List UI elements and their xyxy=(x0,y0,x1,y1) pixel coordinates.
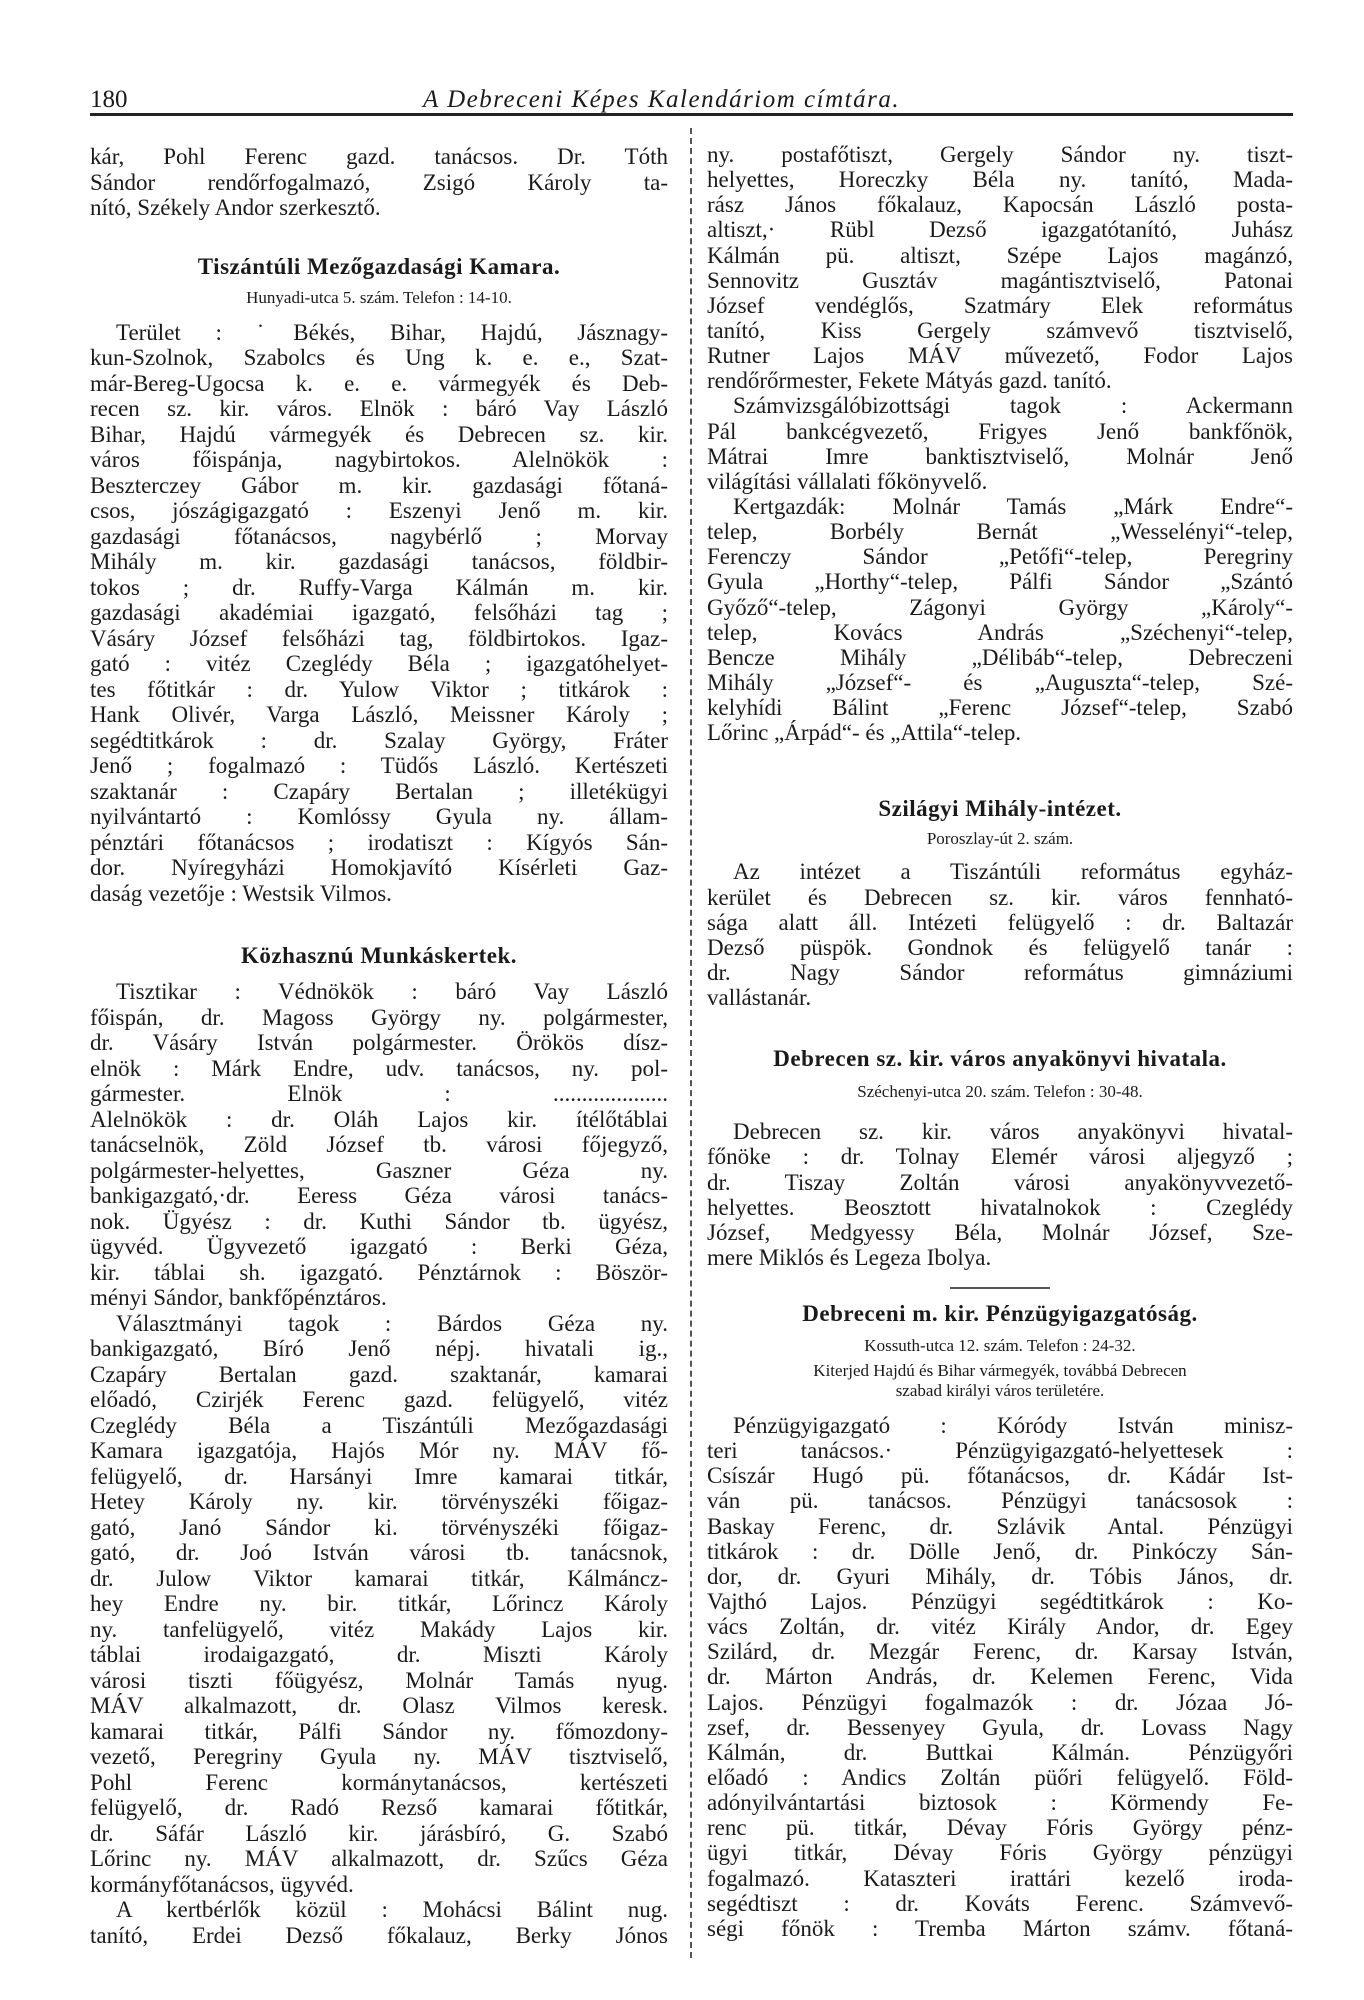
paragraph xyxy=(707,1119,1293,1270)
text-line: dr. Sáfár László kir. járásbíró, G. Szabó xyxy=(90,1820,668,1846)
paragraph xyxy=(707,1413,1293,1941)
text-line: Sándor rendőrfogalmazó, Zsigó Károly ta- xyxy=(90,169,668,195)
text-line: vallástanár. xyxy=(707,985,812,1011)
note-line: Kiterjed Hajdú és Bihar vármegyék, továbbá Debrecen xyxy=(813,1361,1187,1381)
text-line: segédtiszt : dr. Kováts Ferenc. Számvevő- xyxy=(707,1890,1293,1916)
text-line: kir. táblai sh. igazgató. Pénztárnok : Böször- xyxy=(90,1259,668,1285)
text-line: kelyhídi Bálint „Ferenc József“-telep, Szabó xyxy=(707,695,1293,721)
text-line: gató, dr. Joó István városi tb. tanácsnok, xyxy=(90,1540,668,1565)
text-block xyxy=(707,1119,1293,1270)
text-line: felügyelő, dr. Radó Rezső kamarai főtitkár, xyxy=(90,1795,668,1820)
text-block xyxy=(90,144,668,221)
text-line: előadó, Czirjék Ferenc gazd. felügyelő, vitéz xyxy=(90,1387,668,1412)
text-line: Hank Olivér, Varga László, Meissner Károly ; xyxy=(90,702,668,727)
text-line: fogalmazó. Kataszteri irattári kezelő iroda- xyxy=(707,1865,1293,1891)
text-line: ny. tanfelügyelő, vitéz Makády Lajos kir. xyxy=(90,1616,668,1642)
section-heading: Debreceni m. kir. Pénzügyigazgatóság. xyxy=(802,1301,1198,1327)
text-line: sága alatt áll. Intézeti felügyelő : dr. Baltazár xyxy=(707,909,1293,935)
text-line: szaktanár : Czapáry Bertalan ; illetékügyi xyxy=(90,778,668,804)
text-line: város főispánja, nagybirtokos. Alelnökök : xyxy=(90,447,668,472)
text-line: Pohl Ferenc kormánytanácsos, kertészeti xyxy=(90,1769,668,1795)
text-line: dr. Vásáry István polgármester. Örökös dísz- xyxy=(90,1030,668,1055)
section-address: Széchenyi-utca 20. szám. Telefon : 30-48. xyxy=(857,1082,1143,1102)
section-heading: Közhasznú Munkáskertek. xyxy=(240,943,518,968)
text-line: Szilárd, dr. Mezgár Ferenc, dr. Karsay István, xyxy=(707,1639,1293,1665)
text-line: nító, Székely Andor szerkesztő. xyxy=(90,195,381,220)
text-line: gató : vitéz Czeglédy Béla ; igazgatóhelyet- xyxy=(90,651,668,676)
text-line: városi tiszti főügyész, Molnár Tamás nyug. xyxy=(90,1667,668,1693)
text-block xyxy=(90,320,668,907)
text-line: Csíszár Hugó pü. főtanácsos, dr. Kádár Ist- xyxy=(707,1463,1293,1489)
paragraph xyxy=(90,1311,668,1898)
text-block xyxy=(707,859,1293,1010)
text-line: tes főtitkár : dr. Yulow Viktor ; titkárok : xyxy=(90,676,668,702)
text-line: segédtitkárok : dr. Szalay György, Fráter xyxy=(90,727,668,753)
text-line: Lajos. Pénzügyi fogalmazók : dr. Józaa Jó- xyxy=(707,1689,1293,1715)
text-line: ményi Sándor, bankfőpénztáros. xyxy=(90,1285,387,1310)
text-line: József, Medgyessy Béla, Molnár József, Sze- xyxy=(707,1219,1293,1245)
text-line: vács Zoltán, dr. vitéz Király Andor, dr. Egey xyxy=(707,1614,1293,1640)
text-line: nyilvántartó : Komlóssy Gyula ny. állam- xyxy=(90,804,668,829)
text-line: ván pü. tanácsos. Pénzügyi tanácsosok : xyxy=(707,1488,1293,1514)
paragraph xyxy=(90,320,668,907)
paragraph xyxy=(90,1897,668,1948)
text-line: Gyula „Horthy“-telep, Pálfi Sándor „Szántó xyxy=(707,569,1293,595)
text-line: elnök : Márk Endre, udv. tanácsos, ny. pol- xyxy=(90,1055,668,1081)
text-line: gató, Janó Sándor ki. törvényszéki főigaz- xyxy=(90,1514,668,1540)
text-line: renc pü. titkár, Dévay Fóris György pénz- xyxy=(707,1815,1293,1841)
section-heading: Tiszántúli Mezőgazdasági Kamara. xyxy=(197,253,561,279)
text-line: kamarai titkár, Pálfi Sándor ny. főmozdony- xyxy=(90,1718,668,1744)
text-line: táblai irodaigazgató, dr. Miszti Károly xyxy=(90,1642,668,1667)
text-line: Mihály m. kir. gazdasági tanácsos, földbir- xyxy=(90,549,668,574)
text-line: daság vezetője : Westsik Vilmos. xyxy=(90,880,392,906)
text-line: csos, jószágigazgató : Eszenyi Jenő m. kir. xyxy=(90,498,668,523)
text-line: Pál bankcégvezető, Frigyes Jenő bankfőnök, xyxy=(707,418,1293,444)
text-line: zsef, dr. Bessenyey Gyula, dr. Lovass Nagy xyxy=(707,1714,1293,1740)
text-line: mere Miklós és Legeza Ibolya. xyxy=(707,1244,992,1270)
text-line: dor. Nyíregyházi Homokjavító Kísérleti Gaz- xyxy=(90,855,668,880)
text-line: rendőrőrmester, Fekete Mátyás gazd. tanító. xyxy=(707,368,1112,394)
text-line: ügyi titkár, Dévay Fóris György pénzügyi xyxy=(707,1840,1293,1866)
text-line: József vendéglős, Szatmáry Elek református xyxy=(707,292,1293,318)
text-line: vezető, Peregriny Gyula ny. MÁV tisztviselő, xyxy=(90,1744,668,1769)
section-heading: Szilágyi Mihály-intézet. xyxy=(878,796,1122,822)
section-address: Poroszlay-út 2. szám. xyxy=(926,829,1074,849)
text-line: Kamara igazgatója, Hajós Mór ny. MÁV fő- xyxy=(90,1438,668,1463)
text-line: bankigazgató, Bíró Jenő népj. hivatali ig., xyxy=(90,1336,668,1361)
text-line: Vajthó Lajos. Pénzügyi segédtitkárok : Ko- xyxy=(707,1589,1293,1615)
text-line: teri tanácsos.· Pénzügyigazgató-helyettesek : xyxy=(707,1438,1293,1464)
paragraph xyxy=(707,142,1293,393)
text-line: ségi főnök : Tremba Márton számv. főtaná- xyxy=(707,1915,1293,1941)
text-line: telep, Kovács András „Széchenyi“-telep, xyxy=(707,619,1293,645)
text-line: Rutner Lajos MÁV művezető, Fodor Lajos xyxy=(707,343,1293,369)
paragraph xyxy=(90,979,668,1311)
text-line: Kálmán, dr. Buttkai Kálmán. Pénzügyőri xyxy=(707,1739,1293,1765)
text-line: Debrecen sz. kir. város anyakönyvi hivatal- xyxy=(733,1119,1293,1145)
text-line: már-Bereg-Ugocsa k. e. e. vármegyék és Deb- xyxy=(90,370,668,396)
text-line: rász János főkalauz, Kapocsán László posta- xyxy=(707,192,1293,218)
text-line: Tisztikar : Védnökök : báró Vay László xyxy=(116,979,668,1004)
text-line: hey Endre ny. bir. titkár, Lőrincz Károly xyxy=(90,1591,668,1616)
text-line: telep, Borbély Bernát „Wesselényi“-telep, xyxy=(707,519,1293,545)
text-line: Kálmán pü. altiszt, Szépe Lajos magánzó, xyxy=(707,242,1293,268)
text-line: recen sz. kir. város. Elnök : báró Vay László xyxy=(90,396,668,421)
text-line: Czeglédy Béla a Tiszántúli Mezőgazdasági xyxy=(90,1412,668,1438)
paragraph xyxy=(707,393,1293,494)
text-line: dr. Tiszay Zoltán városi anyakönyvvezető- xyxy=(707,1169,1293,1195)
text-line: dr. Márton András, dr. Kelemen Ferenc, Vida xyxy=(707,1664,1293,1690)
text-line: A kertbérlők közül : Mohácsi Bálint nug. xyxy=(116,1897,668,1922)
text-line: Az intézet a Tiszántúli református egyház- xyxy=(733,859,1293,885)
note-line: szabad királyi város területére. xyxy=(895,1381,1105,1401)
text-line: titkárok : dr. Dölle Jenő, dr. Pinkóczy Sán- xyxy=(707,1538,1293,1564)
text-line: Választmányi tagok : Bárdos Géza ny. xyxy=(116,1310,668,1336)
paragraph xyxy=(707,859,1293,1010)
text-line: MÁV alkalmazott, dr. Olasz Vilmos keresk. xyxy=(90,1693,668,1718)
text-line: adónyilvántartási biztosok : Körmendy Fe- xyxy=(707,1790,1293,1816)
right-column xyxy=(707,142,1293,1941)
text-line: főnöke : dr. Tolnay Elemér városi aljegyző ; xyxy=(707,1144,1293,1170)
text-line: Lőrinc ny. MÁV alkalmazott, dr. Szűcs Géza xyxy=(90,1846,668,1871)
paragraph xyxy=(90,144,668,221)
text-line: Lőrinc „Árpád“- és „Attila“-telep. xyxy=(707,720,1022,746)
text-line: Beszterczey Gábor m. kir. gazdasági főtaná- xyxy=(90,472,668,498)
text-line: tokos ; dr. Ruffy-Varga Kálmán m. kir. xyxy=(90,574,668,600)
text-line: gazdasági akadémiai igazgató, felsőházi tag ; xyxy=(90,600,668,625)
text-line: Mihály „József“- és „Auguszta“-telep, Szé- xyxy=(707,669,1293,695)
text-line: világítási vállalati főkönyvelő. xyxy=(707,468,988,494)
text-line: ny. postafőtiszt, Gergely Sándor ny. tiszt- xyxy=(707,142,1293,167)
paragraph xyxy=(707,494,1293,745)
text-line: Pénzügyigazgató : Kóródy István minisz- xyxy=(733,1413,1293,1439)
text-line: dr. Nagy Sándor református gimnáziumi xyxy=(707,959,1293,985)
text-line: Terület : ˙Békés, Bihar, Hajdú, Jásznagy- xyxy=(116,319,668,345)
running-title: A Debreceni Képes Kalendáriom címtára. xyxy=(423,86,901,113)
text-line: dr. Julow Viktor kamarai titkár, Kálmáncz- xyxy=(90,1565,668,1591)
text-line: polgármester-helyettes, Gaszner Géza ny. xyxy=(90,1157,668,1183)
text-line: Dezső püspök. Gondnok és felügyelő tanár : xyxy=(707,934,1293,960)
text-line: Ferenczy Sándor „Petőfi“-telep, Peregriny xyxy=(707,544,1293,570)
text-line: kormányfőtanácsos, ügyvéd. xyxy=(90,1871,354,1897)
section-heading: Debrecen sz. kir. város anyakönyvi hivatala. xyxy=(773,1046,1227,1072)
text-line: gazdasági főtanácsos, nagybérlő ; Morvay xyxy=(90,523,668,549)
section-address: Hunyadi-utca 5. szám. Telefon : 14-10. xyxy=(246,287,512,307)
text-line: főispán, dr. Magoss György ny. polgármester, xyxy=(90,1004,668,1030)
text-line: Baskay Ferenc, dr. Szlávik Antal. Pénzügyi xyxy=(707,1513,1293,1539)
text-block xyxy=(707,142,1293,745)
text-line: kár, Pohl Ferenc gazd. tanácsos. Dr. Tóth xyxy=(90,144,668,169)
text-block xyxy=(90,979,668,1948)
text-line: bankigazgató,·dr. Eeress Géza városi tanács- xyxy=(90,1183,668,1208)
header-rule xyxy=(90,113,1293,116)
text-line: Hetey Károly ny. kir. törvényszéki főigaz- xyxy=(90,1489,668,1514)
text-line: tanító, Erdei Dezső főkalauz, Berky Jónos xyxy=(90,1922,668,1948)
left-column xyxy=(90,144,668,1948)
text-line: Czapáry Bertalan gazd. szaktanár, kamarai xyxy=(90,1361,668,1387)
text-line: altiszt,· Rübl Dezső igazgatótanító, Juhász xyxy=(707,217,1293,243)
text-line: Győző“-telep, Zágonyi György „Károly“- xyxy=(707,594,1293,620)
text-line: Bihar, Hajdú vármegyék és Debrecen sz. kir. xyxy=(90,421,668,447)
text-line: Jenő ; fogalmazó : Tüdős László. Kertészeti xyxy=(90,753,668,778)
text-line: kerület és Debrecen sz. kir. város fennható- xyxy=(707,884,1293,910)
section-address: Kossuth-utca 12. szám. Telefon : 24-32. xyxy=(864,1336,1136,1356)
text-line: ügyvéd. Ügyvezető igazgató : Berki Géza, xyxy=(90,1234,668,1259)
text-line: pénztári főtanácsos ; irodatiszt : Kígyós Sán- xyxy=(90,829,668,855)
text-line: dor, dr. Gyuri Mihály, dr. Tóbis János, dr. xyxy=(707,1563,1293,1589)
column-divider xyxy=(690,128,692,1958)
text-line: Kertgazdák: Molnár Tamás „Márk Endre“- xyxy=(733,493,1293,519)
text-line: nok. Ügyész : dr. Kuthi Sándor tb. ügyész, xyxy=(90,1208,668,1234)
text-line: Mátrai Imre banktisztviselő, Molnár Jenő xyxy=(707,443,1293,469)
text-line: tanácselnök, Zöld József tb. városi főjegyző, xyxy=(90,1132,668,1157)
page-number: 180 xyxy=(90,86,128,113)
text-line: Vásáry József felsőházi tag, földbirtokos. Igaz- xyxy=(90,625,668,651)
text-line: Bencze Mihály „Délibáb“-telep, Debreczeni xyxy=(707,644,1293,670)
text-line: felügyelő, dr. Harsányi Imre kamarai titkár, xyxy=(90,1463,668,1489)
text-line: tanító, Kiss Gergely számvevő tisztviselő, xyxy=(707,317,1293,343)
text-line: kun-Szolnok, Szabolcs és Ung k. e. e., Szat- xyxy=(90,345,668,370)
text-line: helyettes. Beosztott hivatalnokok : Czeglédy xyxy=(707,1194,1293,1220)
text-line: előadó : Andics Zoltán püőri felügyelő. Föld- xyxy=(707,1765,1293,1791)
text-line: Alelnökök : dr. Oláh Lajos kir. ítélőtáblai xyxy=(90,1106,668,1132)
text-line: helyettes, Horeczky Béla ny. tanító, Mada- xyxy=(707,167,1293,193)
section-note xyxy=(707,1361,1293,1401)
text-line: gármester. Elnök : .................... xyxy=(90,1081,668,1106)
text-block xyxy=(707,1413,1293,1941)
separator-rule xyxy=(950,1287,1050,1289)
text-line: Számvizsgálóbizottsági tagok : Ackermann xyxy=(733,393,1293,419)
text-line: Sennovitz Gusztáv magántisztviselő, Patonai xyxy=(707,267,1293,293)
